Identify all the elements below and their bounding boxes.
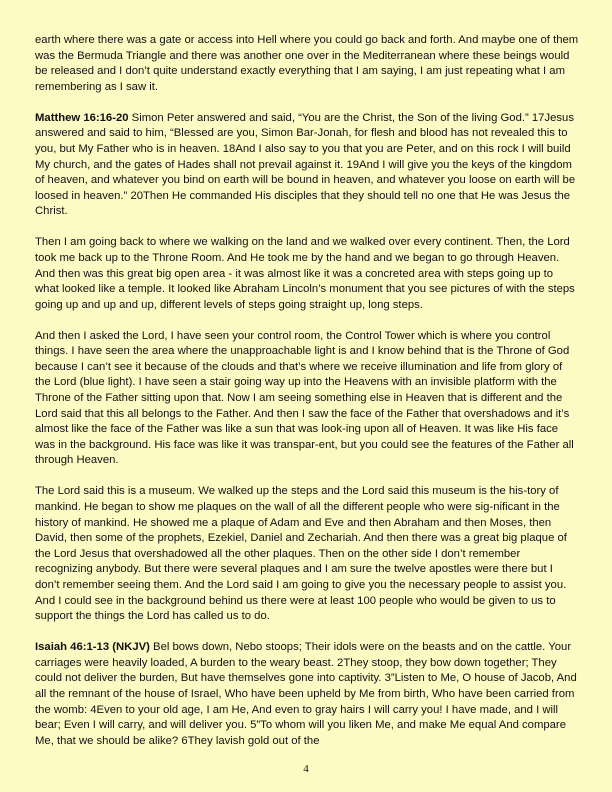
paragraph-text: And then I asked the Lord, I have seen your control room, the Control Tower which is where you control things. I have seen the area where the unapproachable light is and I know behind that is the Throne of God because I can’t see it because of the clouds and that’s where we receive illumination and life from glory of the Lord (blue light). I have seen a stair going way up into the Heavens with an invisible platform with the Throne of the Father sitting upon that. Now I am seeing something else in Heaven that is different and the Lord said that this all belongs to the Father. And then I saw the face of the Father that overshadows and it’s almost like the face of the Father was like a sun that was look-ing upon all of Heaven. It was like His face was in the background. His face was like it was transpar-ent, but you could see the features of the Father all through Heaven.	[35, 329, 574, 467]
paragraph-text: Bel bows down, Nebo stoops; Their idols were on the beasts and on the cattle. Your carriages were heavily loaded, A burden to the weary beast. 2They stoop, they bow down together; They could not deliver the burden, But have themselves gone into captivity. 3”Listen to Me, O house of Jacob, And all the remnant of the house of Israel, Who have been upheld by Me from birth, Who have been carried from the womb: 4Even to your old age, I am He, And even to gray hairs I will carry you! I have made, and I will bear; Even I will carry, and will deliver you. 5”To whom will you liken Me, and make Me equal And compare Me, that we should be alike? 6They lavish gold out of the	[35, 641, 577, 747]
paragraph-text: earth where there was a gate or access into Hell where you could go back and forth. And maybe one of them was the Bermuda Triangle and there was another one over in the Mediterranean where these beings would be released and I don’t quite understand exactly everything that I am saying, I am just repeating what I am remembering as I saw it.	[35, 34, 579, 93]
paragraph-gate-to-hell	[35, 33, 580, 95]
paragraph-isaiah	[35, 640, 580, 749]
paragraph-matthew	[35, 111, 580, 220]
paragraph-text: The Lord said this is a museum. We walked up the steps and the Lord said this museum is the his-tory of mankind. He began to show me plaques on the wall of all the different people who were sig-nificant in the history of mankind. He showed me a plaque of Adam and Eve and then Abraham and then Moses, then David, then some of the prophets, Ezekiel, Daniel and Zechariah. And then there was a great big plaque of the Lord Jesus that overshadowed all the other plaques. Then on the other side I don’t remember recognizing anybody. But there were several plaques and I am sure the twelve apostles were there but I don’t remember seeing them. And the Lord said I am going to give you the necessary people to assist you. And I could see in the background behind us there were at least 100 people who would be given to us to support the things the Lord has called us to do.	[35, 485, 567, 623]
page-number: 4	[303, 763, 309, 775]
page-body	[35, 33, 580, 765]
scripture-reference: Isaiah 46:1-13 (NKJV)	[35, 641, 150, 654]
scripture-reference: Matthew 16:16-20	[35, 111, 129, 124]
paragraph-text: Simon Peter answered and said, “You are the Christ, the Son of the living God.” 17Jesus answered and said to him, “Blessed are you, Simon Bar-Jonah, for flesh and blood has not revealed this to you, but My Father who is in heaven. 18And I also say to you that you are Peter, and on this rock I will build My church, and the gates of Hades shall not prevail against it. 19And I will give you the keys of the kingdom of heaven, and whatever you bind on earth will be bound in heaven, and whatever you loose on earth will be loosed in heaven.” 20Then He commanded His disciples that they should tell no one that He was Jesus the Christ.	[35, 111, 576, 218]
paragraph-text: Then I am going back to where we walking on the land and we walked over every continent. Then, the Lord took me back up to the Throne Room. And He took me by the hand and we began to go through Heaven. And then was this great big open area - it was almost like it was a concreted area with steps going up to what looked like a temple. It looked like Abraham Lincoln’s monument that you see pictures of with the steps going up and up and up, different levels of steps going straight up, long steps.	[35, 236, 575, 311]
paragraph-temple-steps	[35, 235, 580, 313]
paragraph-museum	[35, 484, 580, 624]
paragraph-control-room	[35, 329, 580, 469]
